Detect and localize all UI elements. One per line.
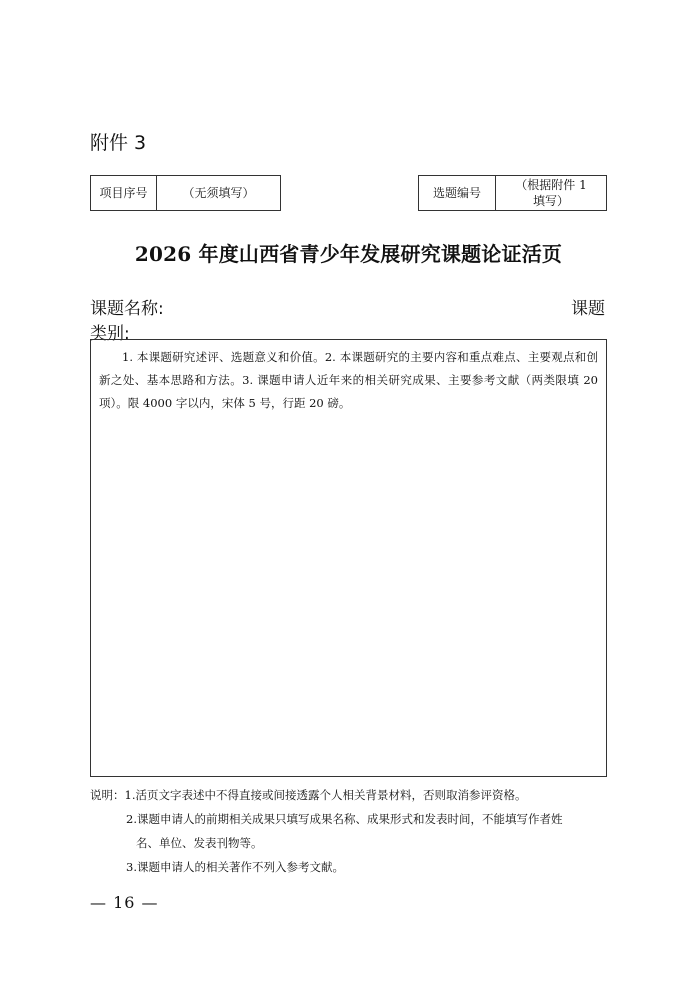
notes-section (90, 783, 610, 879)
note-item-1: 说明：1.活页文字表述中不得直接或间接透露个人相关背景材料，否则取消参评资格。 (90, 788, 527, 802)
attachment-label: 附件 3 (90, 132, 147, 154)
topic-number-value-line2: 填写） (532, 194, 569, 208)
note-item-2-line2: 名、单位、发表刊物等。 (136, 836, 263, 850)
topic-number-value (495, 176, 606, 210)
content-area[interactable] (90, 339, 607, 777)
note-item-2-line1: 2.课题申请人的前期相关成果只填写成果名称、成果形式和发表时间，不能填写作者姓 (126, 812, 563, 826)
page-number: — 16 — (90, 893, 159, 912)
notes-prefix: 说明： (90, 788, 125, 802)
project-number-label: 项目序号 (99, 186, 148, 200)
topic-category-field-part2: 类别: (90, 324, 130, 344)
topic-name-field: 课题名称: (90, 299, 164, 319)
topic-number-box (418, 175, 607, 211)
topic-number-label: 选题编号 (432, 186, 481, 200)
note-item-3: 3.课题申请人的相关著作不列入参考文献。 (126, 860, 344, 874)
document-title: 2026 年度山西省青少年发展研究课题论证活页 (134, 242, 563, 266)
project-number-box (90, 175, 281, 211)
topic-category-field-part1: 课题 (571, 299, 605, 319)
topic-number-value-line1: （根据附件 1 (515, 178, 587, 192)
content-instructions: 1. 本课题研究述评、选题意义和价值。2. 本课题研究的主要内容和重点难点、主要观点和创新之处、基本思路和方法。3. 课题申请人近年来的相关研究成果、主要参考文献（两类限填 20 项）。限 4000 字以内，宋体 5 号，行距 20 磅。 (99, 350, 598, 410)
project-number-value: （无须填写） (156, 176, 280, 210)
